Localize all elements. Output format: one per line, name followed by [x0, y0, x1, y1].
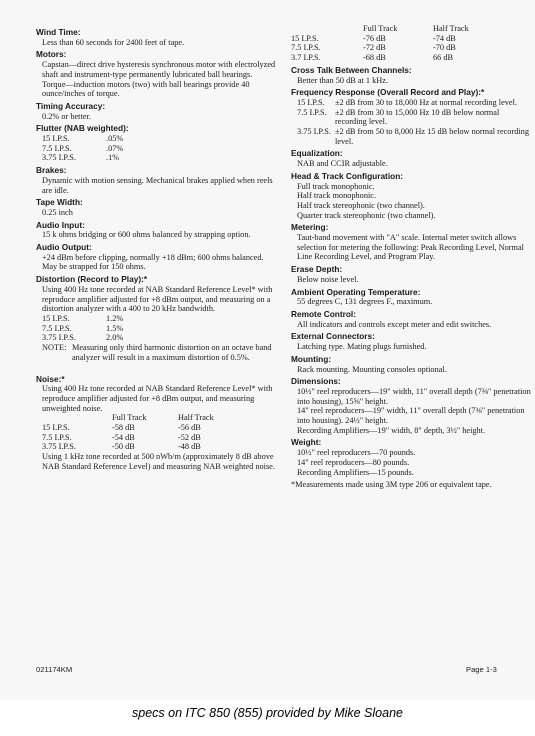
- dimensions-line: 10½" reel reproducers—19" width, 11" overall depth (7⅜" penetration into housing), 15⅝" height.: [297, 386, 531, 406]
- frequency-value: ±2 dB from 50 to 8,000 Hz 15 dB below normal recording level.: [335, 127, 529, 146]
- motors-torque-text: Torque—induction motors (two) with ball bearings provide 40 ounce/inches of torque.: [42, 79, 250, 99]
- noise-full-value: -54 dB: [112, 432, 135, 442]
- noise-speed: 7.5 I.P.S.: [42, 432, 72, 442]
- distortion-value: 1.2%: [106, 313, 124, 323]
- ambient-temp-text: 55 degrees C, 131 degrees F., maximum.: [297, 297, 433, 307]
- external-connectors-text: Latching type. Mating plugs furnished.: [297, 342, 427, 352]
- timing-section: [36, 102, 278, 121]
- motors-heading: Motors:: [36, 49, 67, 60]
- note-label: NOTE:: [42, 343, 67, 353]
- brakes-section: [36, 166, 278, 195]
- weighted-noise-row: [291, 34, 533, 44]
- weight-heading: Weight:: [291, 437, 322, 448]
- half-track-header: Half Track: [433, 24, 469, 33]
- noise-half-value: -56 dB: [178, 423, 201, 433]
- frequency-speed: 7.5 I.P.S.: [297, 107, 327, 117]
- distortion-speed: 7.5 I.P.S.: [42, 323, 72, 333]
- tape-width-text: 0.25 inch: [42, 207, 73, 217]
- distortion-heading: Distortion (Record to Play):*: [36, 274, 148, 285]
- erase-depth-section: [291, 265, 533, 284]
- weighted-noise-full: -76 dB: [363, 33, 386, 43]
- noise-full-value: -50 dB: [112, 442, 135, 452]
- head-track-line: Half track stereophonic (two channel).: [297, 200, 425, 210]
- metering-text: Taut-band movement with "A" scale. Internal meter switch allows selection for metering the following: Peak Recording Level, Normal Line Recording Level, and Program Play.: [297, 233, 524, 262]
- tape-width-heading: Tape Width:: [36, 197, 83, 208]
- flutter-value: .1%: [106, 153, 120, 163]
- left-column: [36, 28, 278, 475]
- weight-section: [291, 438, 533, 477]
- crosstalk-heading: Cross Talk Between Channels:: [291, 64, 412, 75]
- distortion-row: [36, 314, 278, 324]
- frequency-response-row: [291, 108, 533, 127]
- full-track-header: Full Track: [363, 24, 398, 33]
- weighted-noise-full: -68 dB: [363, 53, 386, 63]
- remote-control-text: All indicators and controls except meter and edit switches.: [297, 319, 492, 329]
- ambient-temp-section: [291, 288, 533, 307]
- footnote-text: *Measurements made using 3M type 206 or equivalent tape.: [291, 480, 492, 490]
- wind-time-heading: Wind Time:: [36, 27, 81, 37]
- timing-text: 0.2% or better.: [42, 111, 91, 121]
- head-track-line: Half track monophonic.: [297, 191, 377, 201]
- brakes-text: Dynamic with motion sensing. Mechanical brakes applied when reels are idle.: [42, 175, 273, 195]
- audio-output-text: +24 dBm before clipping, normally +18 dBm; 600 ohms balanced. May be strapped for 150 ohms.: [42, 252, 264, 272]
- mounting-text: Rack mounting. Mounting consoles optional.: [297, 364, 447, 374]
- distortion-speed: 15 I.P.S.: [42, 313, 70, 323]
- flutter-speed: 7.5 I.P.S.: [42, 143, 72, 153]
- crosstalk-text: Better than 50 dB at 1 kHz.: [297, 75, 389, 85]
- flutter-speed: 3.75 I.P.S.: [42, 153, 76, 163]
- weighted-noise-full: -72 dB: [363, 43, 386, 53]
- weight-line: 14" reel reproducers—80 pounds.: [297, 457, 410, 467]
- flutter-heading: Flutter (NAB weighted):: [36, 123, 129, 134]
- ambient-temp-heading: Ambient Operating Temperature:: [291, 286, 421, 297]
- distortion-value: 1.5%: [106, 323, 124, 333]
- distortion-row: [36, 324, 278, 334]
- full-track-header: Full Track: [112, 413, 147, 423]
- noise-full-value: -58 dB: [112, 423, 135, 433]
- flutter-value: .07%: [106, 143, 124, 153]
- external-connectors-section: [291, 332, 533, 351]
- frequency-response-row: [291, 127, 533, 146]
- half-track-header: Half Track: [178, 413, 214, 423]
- flutter-speed: 15 I.P.S.: [42, 134, 70, 144]
- flutter-row: [36, 153, 278, 163]
- dimensions-line: 14" reel reproducers—19" width, 11" overall depth (7⅜" penetration into housing). 24½" height.: [297, 406, 525, 426]
- frequency-speed: 15 I.P.S.: [297, 97, 325, 107]
- distortion-row: [36, 333, 278, 343]
- frequency-value: ±2 dB from 30 to 15,000 Hz 10 dB below normal recording level.: [335, 107, 500, 127]
- right-column: [291, 24, 533, 493]
- distortion-text: Using 400 Hz tone recorded at NAB Standard Reference Level* with reproduce amplifier adjusted for +8 dBm output, and measuring on a distortion analyzer with a 400 to 20 kHz bandwidth.: [42, 284, 273, 314]
- document-code: 021174KM: [36, 665, 73, 674]
- weighted-noise-half: -70 dB: [433, 43, 456, 53]
- erase-depth-heading: Erase Depth:: [291, 264, 343, 275]
- noise-heading: Noise:*: [36, 373, 65, 384]
- wind-time-text: Less than 60 seconds for 2400 feet of tape.: [42, 37, 185, 47]
- right-table-header: [291, 24, 533, 34]
- frequency-response-section: [291, 88, 533, 146]
- weighted-noise-row: [291, 53, 533, 63]
- weighted-noise-speed: 3.7 I.P.S.: [291, 53, 321, 63]
- wind-time-section: [36, 28, 278, 47]
- weighted-noise-half: -74 dB: [433, 33, 456, 43]
- noise-section: [36, 375, 278, 472]
- noise-text: Using 400 Hz tone recorded at NAB Standard Reference Level* with reproduce amplifier adjusted for +8 dBm output, and measuring unweighted noise.: [42, 384, 273, 413]
- noise-table-header: [36, 413, 278, 423]
- weighted-noise-speed: 15 I.P.S.: [291, 33, 319, 43]
- brakes-heading: Brakes:: [36, 165, 67, 176]
- flutter-section: [36, 124, 278, 163]
- head-track-line: Full track monophonic.: [297, 181, 375, 191]
- noise-half-value: -48 dB: [178, 442, 201, 452]
- note-text: Measuring only third harmonic distortion on an octave band analyzer will result in a maximum distortion of 0.5%.: [72, 343, 272, 362]
- noise-speed: 3.75 I.P.S.: [42, 442, 76, 452]
- footnote-section: [291, 480, 533, 490]
- noise-half-value: -52 dB: [178, 432, 201, 442]
- dimensions-heading: Dimensions:: [291, 376, 341, 387]
- frequency-response-row: [291, 98, 533, 108]
- noise-row: [36, 442, 278, 452]
- remote-control-heading: Remote Control:: [291, 308, 356, 319]
- audio-input-heading: Audio Input:: [36, 219, 85, 230]
- weighted-noise-row: [291, 43, 533, 53]
- external-connectors-heading: External Connectors:: [291, 331, 375, 342]
- frequency-speed: 3.75 I.P.S.: [297, 127, 331, 137]
- motors-capstan-text: Capstan—direct drive hysteresis synchronous motor with electrolyzed shaft and instrument-type permanently lubricated ball bearings.: [42, 60, 276, 79]
- head-track-section: [291, 172, 533, 221]
- noise-speed: 15 I.P.S.: [42, 423, 70, 433]
- timing-heading: Timing Accuracy:: [36, 100, 106, 111]
- weighted-noise-half: 66 dB: [433, 53, 454, 63]
- audio-output-heading: Audio Output:: [36, 242, 92, 253]
- dimensions-section: [291, 377, 533, 435]
- remote-control-section: [291, 310, 533, 329]
- dimensions-line: Recording Amplifiers—19" width, 8" depth, 3½" height.: [297, 425, 486, 435]
- distortion-speed: 3.75 I.P.S.: [42, 333, 76, 343]
- mounting-section: [291, 355, 533, 374]
- metering-section: [291, 223, 533, 262]
- flutter-value: .05%: [106, 134, 124, 144]
- image-caption: specs on ITC 850 (855) provided by Mike Sloane: [132, 706, 403, 720]
- motors-section: [36, 50, 278, 99]
- metering-heading: Metering:: [291, 222, 329, 233]
- weight-line: 10½" reel reproducers—70 pounds.: [297, 448, 416, 458]
- flutter-row: [36, 134, 278, 144]
- mounting-heading: Mounting:: [291, 353, 332, 364]
- equalization-heading: Equalization:: [291, 148, 343, 159]
- frequency-value: ±2 dB from 30 to 18,000 Hz at normal recording level.: [335, 97, 517, 107]
- equalization-section: [291, 149, 533, 168]
- tape-width-section: [36, 198, 278, 217]
- audio-input-text: 15 k ohms bridging or 600 ohms balanced by strapping option.: [42, 230, 251, 240]
- page-number: Page 1-3: [466, 665, 497, 674]
- erase-depth-text: Below noise level.: [297, 274, 359, 284]
- distortion-note: [36, 343, 278, 362]
- head-track-line: Quarter track stereophonic (two channel).: [297, 210, 436, 220]
- noise-row: [36, 433, 278, 443]
- head-track-heading: Head & Track Configuration:: [291, 170, 404, 181]
- noise-weighted-text: Using 1 kHz tone recorded at 500 nWb/m (approximately 8 dB above NAB Standard Reference Level) and measuring NAB weighted noise.: [42, 452, 275, 471]
- distortion-section: [36, 275, 278, 362]
- distortion-value: 2.0%: [106, 333, 124, 343]
- crosstalk-section: [291, 66, 533, 85]
- noise-row: [36, 423, 278, 433]
- audio-input-section: [36, 221, 278, 240]
- weighted-noise-table: [291, 24, 533, 63]
- equalization-text: NAB and CCIR adjustable.: [297, 159, 388, 169]
- weight-line: Recording Amplifiers—15 pounds.: [297, 467, 414, 477]
- weighted-noise-speed: 7.5 I.P.S.: [291, 43, 321, 53]
- frequency-response-heading: Frequency Response (Overall Record and Play):*: [291, 87, 485, 98]
- audio-output-section: [36, 243, 278, 272]
- flutter-row: [36, 144, 278, 154]
